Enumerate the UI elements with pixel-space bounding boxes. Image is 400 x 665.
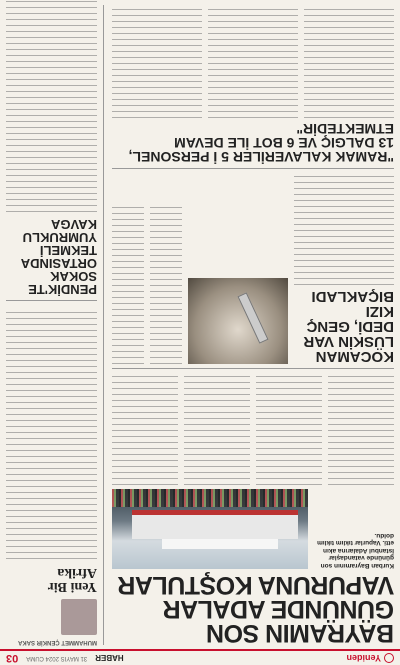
main-story-body [112,375,394,485]
column-title: Yeni Bir Afrika [47,565,97,594]
body-column [328,375,394,485]
second-headline: KOCAMAN LÜSKİN VAR DEDİ, GENÇ KIZI BIÇAKLADI [303,288,394,365]
page-number: 03 [6,652,19,664]
main-story-lead-row [112,489,394,569]
third-story [112,8,394,169]
sidebar-headline: PENDİK'TE SOKAK ORTASINDA TEKMELİ YUMRUKLU KAVGA [6,218,97,301]
crowd [112,489,308,507]
ferry-photo [112,489,308,569]
page-header [0,649,400,665]
logo-icon [384,653,394,663]
second-story-body [294,175,394,285]
body-column [112,204,144,364]
body-column [112,375,178,485]
sidebar-column [6,5,104,645]
body-column [112,8,202,118]
sidebar-body [6,0,97,212]
knife-icon [237,292,268,343]
body-column [304,8,394,118]
body-column [256,375,322,485]
body-column [208,8,298,118]
second-story-columns [112,204,182,364]
ferry-hull [132,510,298,539]
third-story-body [112,8,394,118]
section-label: HABER [95,653,124,663]
third-headline: "RAMAK KALAVERİLER 5 İ PERSONEL, 13 DALGIÇ VE 6 BOT İLE DEVAM ETMEKTEDİR" [128,121,394,165]
columnist-avatar [61,599,97,635]
body-column [150,204,182,364]
body-column [184,375,250,485]
main-headline: BAYRAMIN SON GÜNÜNDE ADALAR VAPURUNA KOŞTULAR [117,571,394,647]
column-body [6,309,97,559]
second-story [112,175,394,369]
columnist-name: MUHAMMET ÇENKİR SAKA [18,639,97,645]
suspect-photo [188,278,288,364]
main-column [112,8,394,645]
issue-date: 31 MAYIS 2024 CUMA [26,655,88,661]
main-story-lead: Kurban Bayramının son gününde vatandaşlar İstanbul Adalarına akın etti. Vapurlar tıklım tıklım doldu. [317,532,394,569]
brand-logo: Yeniden [346,653,381,663]
